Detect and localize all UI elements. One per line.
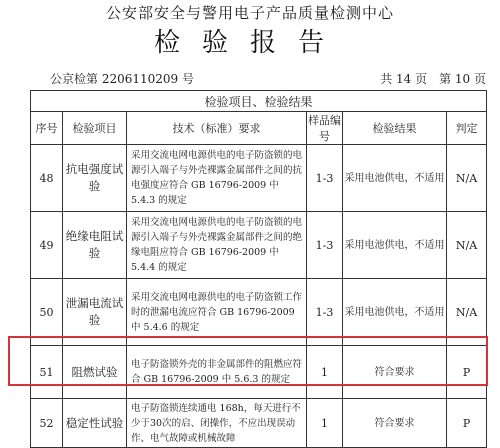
test-item: 绝缘电阻试验 (63, 212, 127, 279)
row-number: 50 (31, 279, 63, 346)
requirement: 采用交流电网电源供电的电子防盗锁工作时的泄漏电流应符合 GB 16796-2009 中 5.4.6 的规定 (127, 279, 307, 346)
verdict: N/A (447, 212, 487, 279)
row-number: 49 (31, 212, 63, 279)
test-result: 采用电池供电，不适用 (343, 279, 447, 346)
column-header-item: 检验项目 (63, 112, 127, 145)
row-number: 51 (31, 346, 63, 399)
column-header-verdict: 判定 (447, 112, 487, 145)
test-result: 采用电池供电，不适用 (343, 212, 447, 279)
verdict: P (447, 346, 487, 399)
column-header-requirement: 技术（标准）要求 (127, 112, 307, 145)
report-meta (0, 70, 500, 86)
sample-number: 1 (307, 399, 343, 448)
sample-number: 1-3 (307, 279, 343, 346)
column-header-sample: 样品编号 (307, 112, 343, 145)
table-row (31, 212, 487, 279)
highlight-box (8, 336, 488, 386)
test-item: 稳定性试验 (63, 399, 127, 448)
test-result: 符合要求 (343, 399, 447, 448)
sample-number: 1-3 (307, 145, 343, 212)
test-item: 抗电强度试验 (63, 145, 127, 212)
row-number: 52 (31, 399, 63, 448)
requirement: 采用交流电网电源供电的电子防盗锁的电源引入端子与外壳裸露金属部件之间的绝缘电阻应符合 GB 16796-2009 中 5.4.4 的规定 (127, 212, 307, 279)
row-number: 48 (31, 145, 63, 212)
test-result: 采用电池供电，不适用 (343, 145, 447, 212)
test-result: 符合要求 (343, 346, 447, 399)
report-title: 检验报告 (153, 28, 346, 58)
requirement: 电子防盗锁连续通电 168h，每天进行不少于30次的启、闭操作，不应出现误动作、电气故障或机械故障 (127, 399, 307, 448)
verdict: P (447, 399, 487, 448)
table-row (31, 145, 487, 212)
requirement: 电子防盗锁外壳的非金属部件的阻燃应符合 GB 16796-2009 中 5.6.3 的规定 (127, 346, 307, 399)
table-row (31, 399, 487, 448)
section-title: 检验项目、检验结果 (31, 91, 487, 112)
verdict: N/A (447, 279, 487, 346)
sample-number: 1 (307, 346, 343, 399)
requirement: 采用交流电网电源供电的电子防盗锁的电源引入端子与外壳裸露金属部件之间的抗电强度应符合 GB 16796-2009 中 5.4.3 的规定 (127, 145, 307, 212)
issuer-organization: 公安部安全与警用电子产品质量检测中心 (105, 4, 394, 22)
verdict: N/A (447, 145, 487, 212)
test-item: 阻燃试验 (63, 346, 127, 399)
column-header-result: 检验结果 (343, 112, 447, 145)
report-number: 公京检第 2206110209 号 (50, 72, 194, 86)
results-table (30, 90, 487, 448)
sample-number: 1-3 (307, 212, 343, 279)
page-indicator: 共 14 页 第 10 页 (380, 72, 486, 86)
test-item: 泄漏电流试验 (63, 279, 127, 346)
column-header-no: 序号 (31, 112, 63, 145)
